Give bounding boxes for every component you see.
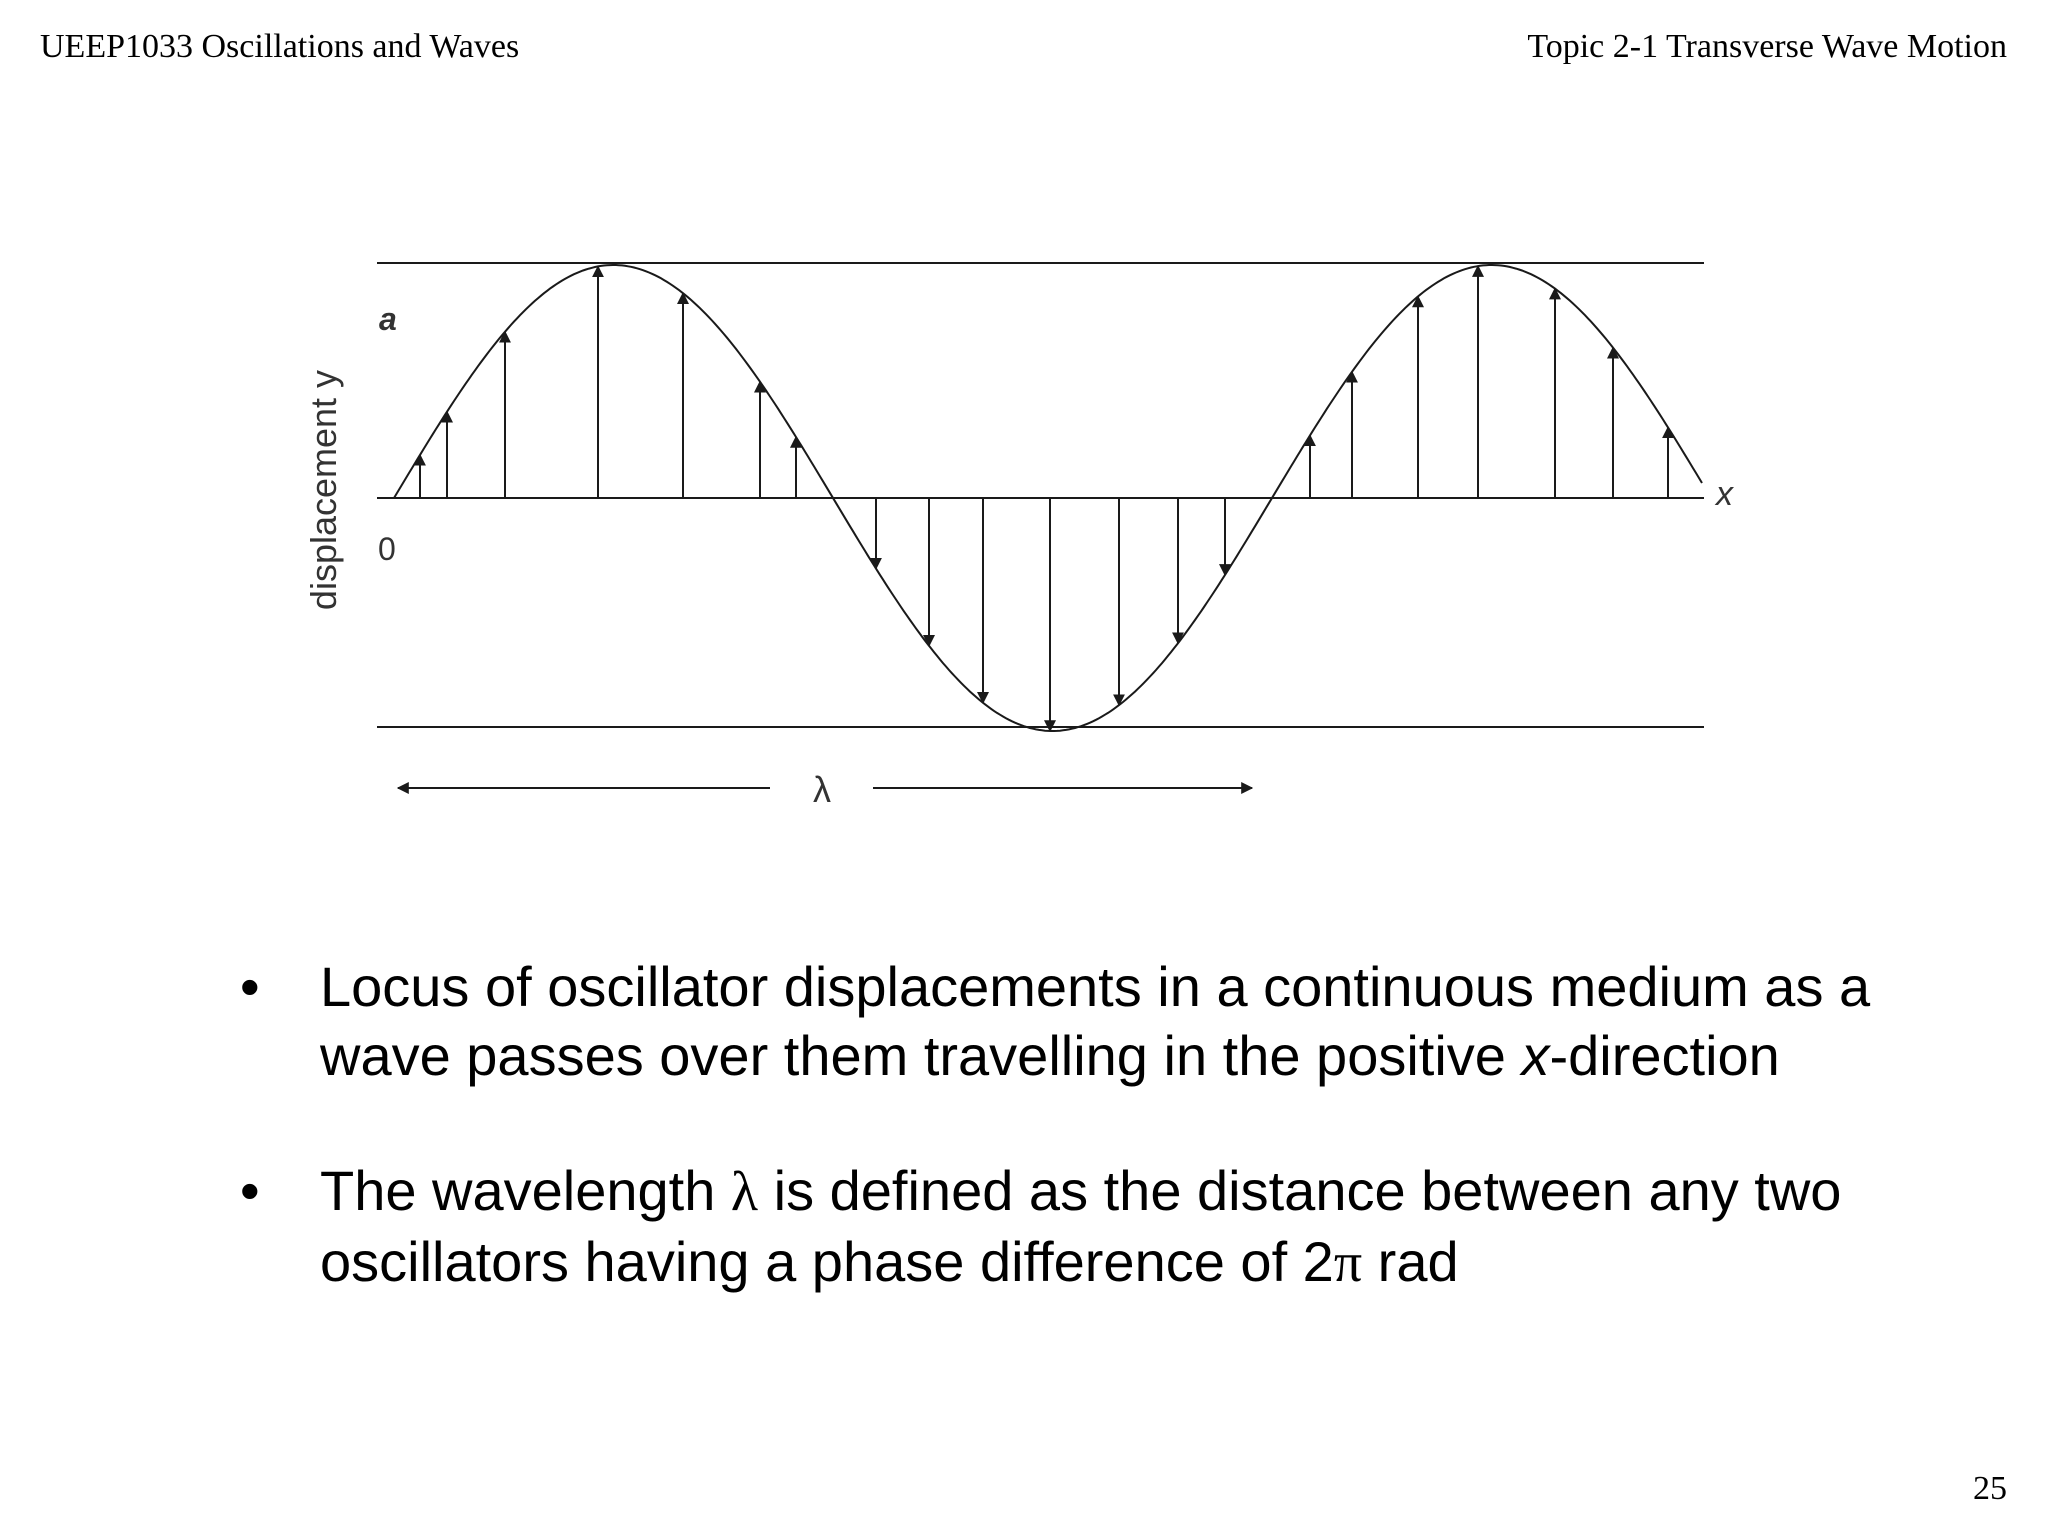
bullet-marker: • xyxy=(240,1159,260,1222)
bullet-item: • Locus of oscillator displacements in a continuous medium as a wave passes over them travelling in the positive x-direction xyxy=(240,952,1960,1090)
bullet-item: • The wavelength λ is defined as the distance between any two oscillators having a phase difference of 2π rad xyxy=(240,1156,1960,1298)
page-number: 25 xyxy=(1973,1470,2007,1507)
origin-label: 0 xyxy=(378,531,396,567)
y-axis-label: displacement y xyxy=(303,369,344,611)
course-title: UEEP1033 Oscillations and Waves xyxy=(40,28,520,65)
topic-title: Topic 2-1 Transverse Wave Motion xyxy=(1527,28,2007,65)
bullet-list xyxy=(240,952,1960,1364)
bullet-marker: • xyxy=(240,955,260,1018)
wavelength-label: λ xyxy=(813,769,831,810)
amplitude-label: a xyxy=(379,301,397,337)
x-axis-label: x xyxy=(1716,475,1733,513)
